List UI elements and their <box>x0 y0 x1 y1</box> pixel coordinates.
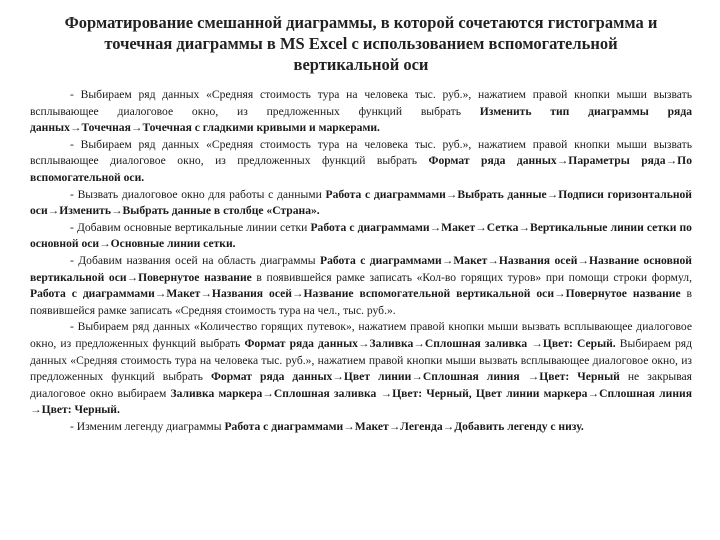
instruction-step <box>30 87 692 137</box>
menu-path-text: Работа с диаграммами→Макет→Названия осей→Название основной вертикальной оси→Повернутое название <box>30 253 692 284</box>
menu-path-text: Работа с диаграммами→Макет→Легенда→Добавить легенду с низу. <box>224 419 584 433</box>
menu-path-text: Заливка маркера→Сплошная заливка →Цвет: Черный, Цвет линии маркера→Сплошная линия →Цвет: Черный. <box>30 386 692 417</box>
menu-path-text: Формат ряда данных→Параметры ряда→По вспомогательной оси. <box>30 154 692 184</box>
menu-path-text: Формат ряда данных→Заливка→Сплошная заливка →Цвет: Серый. <box>244 336 616 350</box>
instruction-text: не закрывая диалоговое окно выбираем <box>30 370 692 400</box>
instruction-step <box>30 319 692 419</box>
instruction-step <box>30 419 692 436</box>
menu-path-text: Работа с диаграммами→Выбрать данные→Подписи горизонтальной оси→Изменить→Выбрать данные в столбце «Страна». <box>30 187 692 218</box>
instruction-text: - Выбираем ряд данных «Количество горящих путевок», нажатием правой кнопки мыши вызвать всплывающее диалоговое окно, из предложенных функций выбрать <box>30 320 692 350</box>
slide-title: Форматирование смешанной диаграммы, в которой сочетаются гистограмма и точечная диаграммы в MS Excel с использованием вспомогательной вертикальной оси <box>64 13 658 74</box>
menu-path-text: Работа с диаграммами→Макет→Названия осей→Название вспомогательной вертикальной оси→Повернутое название <box>30 287 681 301</box>
instruction-step <box>30 137 692 187</box>
instruction-step <box>30 187 692 220</box>
menu-path-text: Формат ряда данных→Цвет линии→Сплошная линия →Цвет: Черный <box>210 370 620 384</box>
instruction-step <box>30 253 692 319</box>
instruction-text: - Изменим легенду диаграммы <box>70 419 225 433</box>
instruction-step <box>30 220 692 253</box>
instruction-text: Выбираем ряд данных «Средняя стоимость тура на человека тыс. руб.», нажатием правой кнопки мыши вызвать всплывающее диалоговое окно, из предложенных функций выбрать <box>30 336 692 384</box>
instruction-text: - Вызвать диалоговое окно для работы с данными <box>70 187 326 201</box>
instruction-text: - Добавим названия осей на область диаграммы <box>70 253 321 267</box>
instruction-text: - Выбираем ряд данных «Средняя стоимость тура на человека тыс. руб.», нажатием правой кнопки мыши вызвать всплывающее диалоговое окно, из предложенных функций выбрать <box>30 88 692 118</box>
instruction-text: - Добавим основные вертикальные линии сетки <box>70 220 311 234</box>
instruction-text: - Выбираем ряд данных «Средняя стоимость тура на человека тыс. руб.», нажатием правой кнопки мыши вызвать всплывающее диалоговое окно, из предложенных функций выбрать <box>30 137 692 168</box>
menu-path-text: Работа с диаграммами→Макет→Сетка→Вертикальные линии сетки по основной оси→Основные линии сетки. <box>30 220 692 251</box>
instruction-text: в появившейся рамке записать «Кол-во горящих туров» при помощи строки формул, <box>251 270 692 284</box>
instruction-text: в появившейся рамке записать «Средняя стоимость тура на чел., тыс. руб.». <box>30 287 693 317</box>
instruction-body <box>30 87 692 435</box>
menu-path-text: Изменить тип диаграммы ряда данных→Точечная→Точечная с гладкими кривыми и маркерами. <box>30 104 692 135</box>
